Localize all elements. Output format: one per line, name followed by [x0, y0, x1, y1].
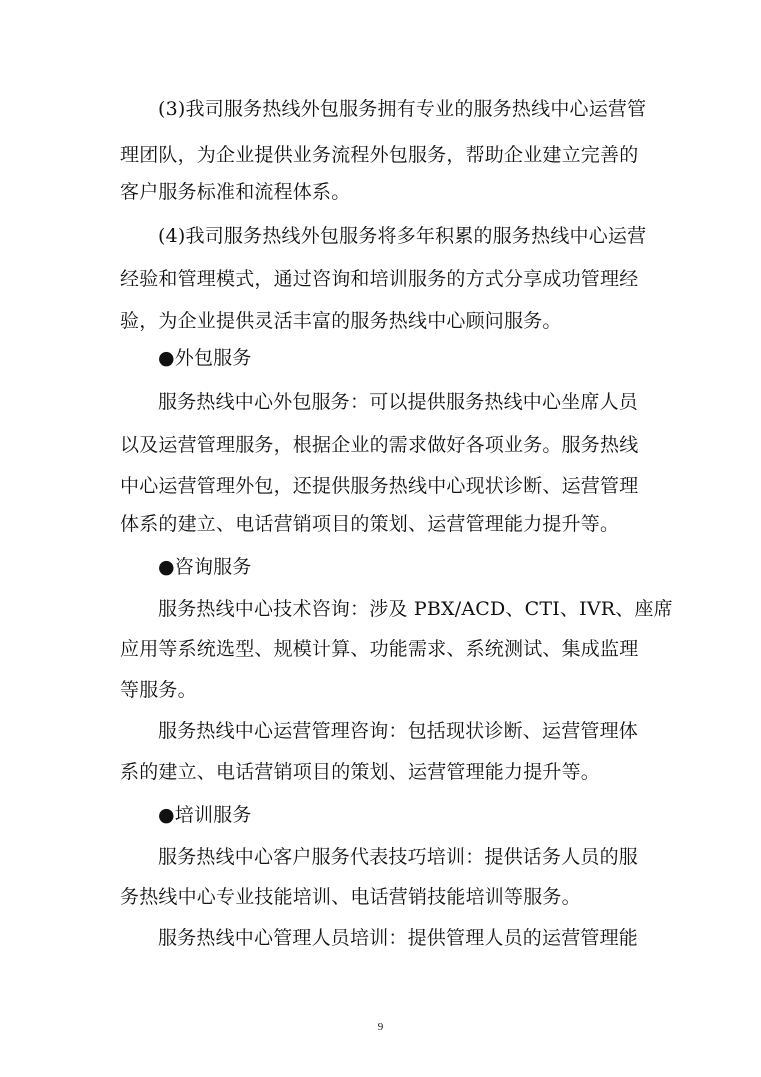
paragraph-4-line-3: 等服务。 [120, 679, 197, 701]
paragraph-3-line-2: 以及运营管理服务，根据企业的需求做好各项业务。服务热线 [120, 434, 639, 456]
paragraph-3-line-1: 服务热线中心外包服务：可以提供服务热线中心坐席人员 [158, 391, 639, 413]
paragraph-7-line-1: 服务热线中心管理人员培训：提供管理人员的运营管理能 [158, 927, 639, 949]
section-heading-outsourcing: ●外包服务 [158, 347, 252, 369]
paragraph-5-line-1: 服务热线中心运营管理咨询：包括现状诊断、运营管理体 [158, 720, 639, 742]
paragraph-6-line-2: 务热线中心专业技能培训、电话营销技能培训等服务。 [120, 886, 581, 908]
paragraph-2-line-1: (4)我司服务热线外包服务将多年积累的服务热线中心运营 [158, 225, 647, 247]
paragraph-1-line-2: 理团队，为企业提供业务流程外包服务，帮助企业建立完善的 [120, 144, 639, 166]
page-number: 9 [377, 1021, 384, 1033]
paragraph-1-line-3: 客户服务标准和流程体系。 [120, 181, 351, 203]
paragraph-3-line-4: 体系的建立、电话营销项目的策划、运营管理能力提升等。 [120, 513, 620, 535]
paragraph-4-line-1: 服务热线中心技术咨询：涉及 PBX/ACD、CTI、IVR、座席 [158, 598, 673, 620]
section-heading-consulting: ●咨询服务 [158, 556, 252, 578]
paragraph-5-line-2: 系的建立、电话营销项目的策划、运营管理能力提升等。 [120, 761, 601, 783]
paragraph-1-line-1: (3)我司服务热线外包服务拥有专业的服务热线中心运营管 [158, 98, 647, 120]
paragraph-6-line-1: 服务热线中心客户服务代表技巧培训：提供话务人员的服 [158, 846, 639, 868]
paragraph-4-line-2: 应用等系统选型、规模计算、功能需求、系统测试、集成监理 [120, 638, 639, 660]
paragraph-3-line-3: 中心运营管理外包，还提供服务热线中心现状诊断、运营管理 [120, 475, 639, 497]
paragraph-2-line-2: 经验和管理模式，通过咨询和培训服务的方式分享成功管理经 [120, 268, 639, 290]
paragraph-2-line-3: 验，为企业提供灵活丰富的服务热线中心顾问服务。 [120, 310, 562, 332]
section-heading-training: ●培训服务 [158, 804, 252, 826]
